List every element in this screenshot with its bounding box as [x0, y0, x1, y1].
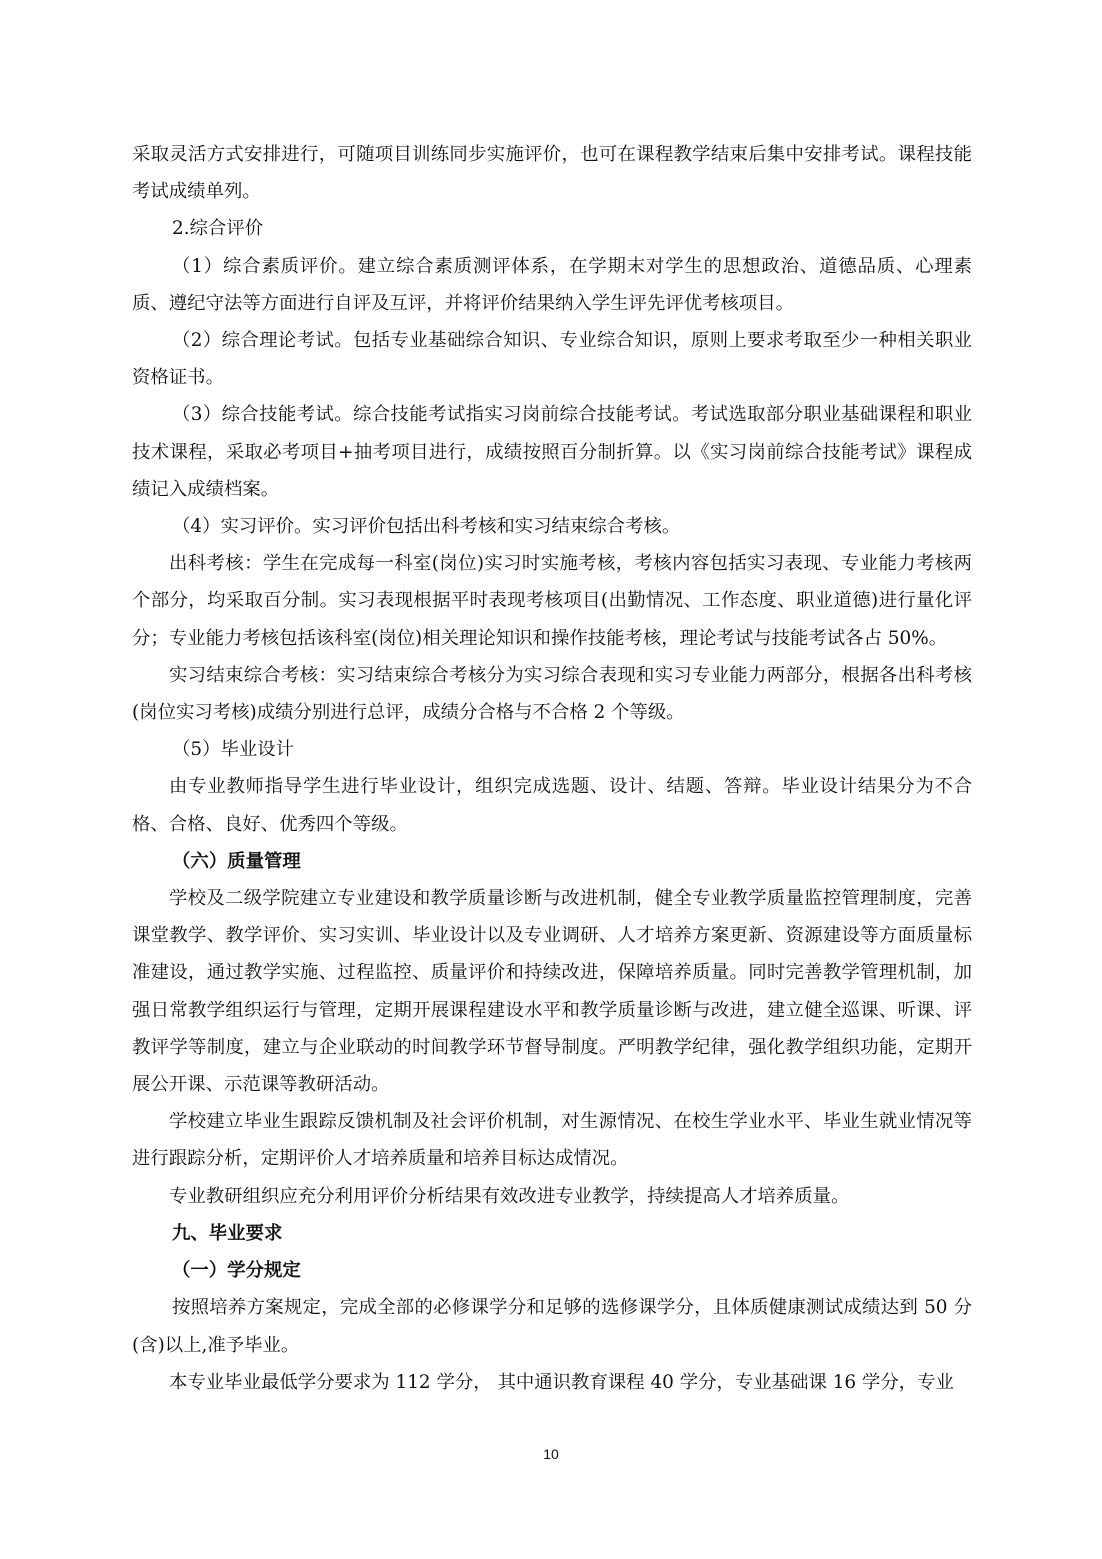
- paragraph-graduation-design: 由专业教师指导学生进行毕业设计，组织完成选题、设计、结题、答辩。毕业设计结果分为不合格、合格、良好、优秀四个等级。: [132, 776, 972, 835]
- paragraph-graduation-design-title: （5）毕业设计: [172, 739, 295, 761]
- paragraph-skills-exam: （3）综合技能考试。综合技能考试指实习岗前综合技能考试。考试选取部分职业基础课程和职业技术课程，采取必考项目+抽考项目进行，成绩按照百分制折算。以《实习岗前综合技能考试》课程成绩记入成绩档案。: [132, 404, 972, 500]
- paragraph-graduate-tracking: 学校建立毕业生跟踪反馈机制及社会评价机制，对生源情况、在校生学业水平、毕业生就业情况等进行跟踪分析，定期评价人才培养质量和培养目标达成情况。: [132, 1111, 972, 1170]
- paragraph-quality-mechanism: 学校及二级学院建立专业建设和教学质量诊断与改进机制，健全专业教学质量监控管理制度，完善课堂教学、教学评价、实习实训、毕业设计以及专业调研、人才培养方案更新、资源建设等方面质量标准建设，通过教学实施、过程监控、质量评价和持续改进，保障培养质量。同时完善教学管理机制，加强日常教学组织运行与管理，定期开展课程建设水平和教学质量诊断与改进，建立健全巡课、听课、评教评学等制度，建立与企业联动的时间教学环节督导制度。严明教学纪律，强化教学组织功能，定期开展公开课、示范课等教研活动。: [132, 888, 972, 1096]
- paragraph-internship-evaluation: （4）实习评价。实习评价包括出科考核和实习结束综合考核。: [172, 516, 681, 538]
- paragraph-quality-evaluation: （1）综合素质评价。建立综合素质测评体系，在学期末对学生的思想政治、道德品质、心理素质、遵纪守法等方面进行自评及互评，并将评价结果纳入学生评先评优考核项目。: [132, 255, 972, 314]
- paragraph-theory-exam: （2）综合理论考试。包括专业基础综合知识、专业综合知识，原则上要求考取至少一种相关职业资格证书。: [132, 330, 972, 389]
- paragraph-credit-rules: 按照培养方案规定，完成全部的必修课学分和足够的选修课学分，且体质健康测试成绩达到 50 分(含)以上,准予毕业。: [132, 1297, 972, 1356]
- paragraph-minimum-credits: 本专业毕业最低学分要求为 112 学分， 其中通识教育课程 40 学分，专业基础课 16 学分，专业: [169, 1371, 954, 1393]
- page-number: 10: [543, 1446, 559, 1462]
- paragraph-continuation: 采取灵活方式安排进行，可随项目训练同步实施评价，也可在课程教学结束后集中安排考试。课程技能考试成绩单列。: [132, 144, 972, 203]
- paragraph-final-internship-assessment: 实习结束综合考核：实习结束综合考核分为实习综合表现和实习专业能力两部分，根据各出科考核(岗位实习考核)成绩分别进行总评，成绩分合格与不合格 2 个等级。: [132, 664, 972, 724]
- section-heading-comprehensive-evaluation: 2.综合评价: [172, 218, 264, 240]
- section-heading-quality-management: （六）质量管理: [172, 850, 301, 872]
- section-heading-graduation-requirements: 九、毕业要求: [172, 1222, 283, 1244]
- page-body: [132, 136, 972, 1401]
- paragraph-teaching-improvement: 专业教研组织应充分利用评价分析结果有效改进专业教学，持续提高人才培养质量。: [169, 1185, 850, 1207]
- paragraph-department-assessment: 出科考核：学生在完成每一科室(岗位)实习时实施考核，考核内容包括实习表现、专业能力考核两个部分，均采取百分制。实习表现根据平时表现考核项目(出勤情况、工作态度、职业道德)进行量化评分；专业能力考核包括该科室(岗位)相关理论知识和操作技能考核，理论考试与技能考试各占 50%。: [132, 553, 972, 649]
- section-heading-credit-rules: （一）学分规定: [172, 1260, 301, 1282]
